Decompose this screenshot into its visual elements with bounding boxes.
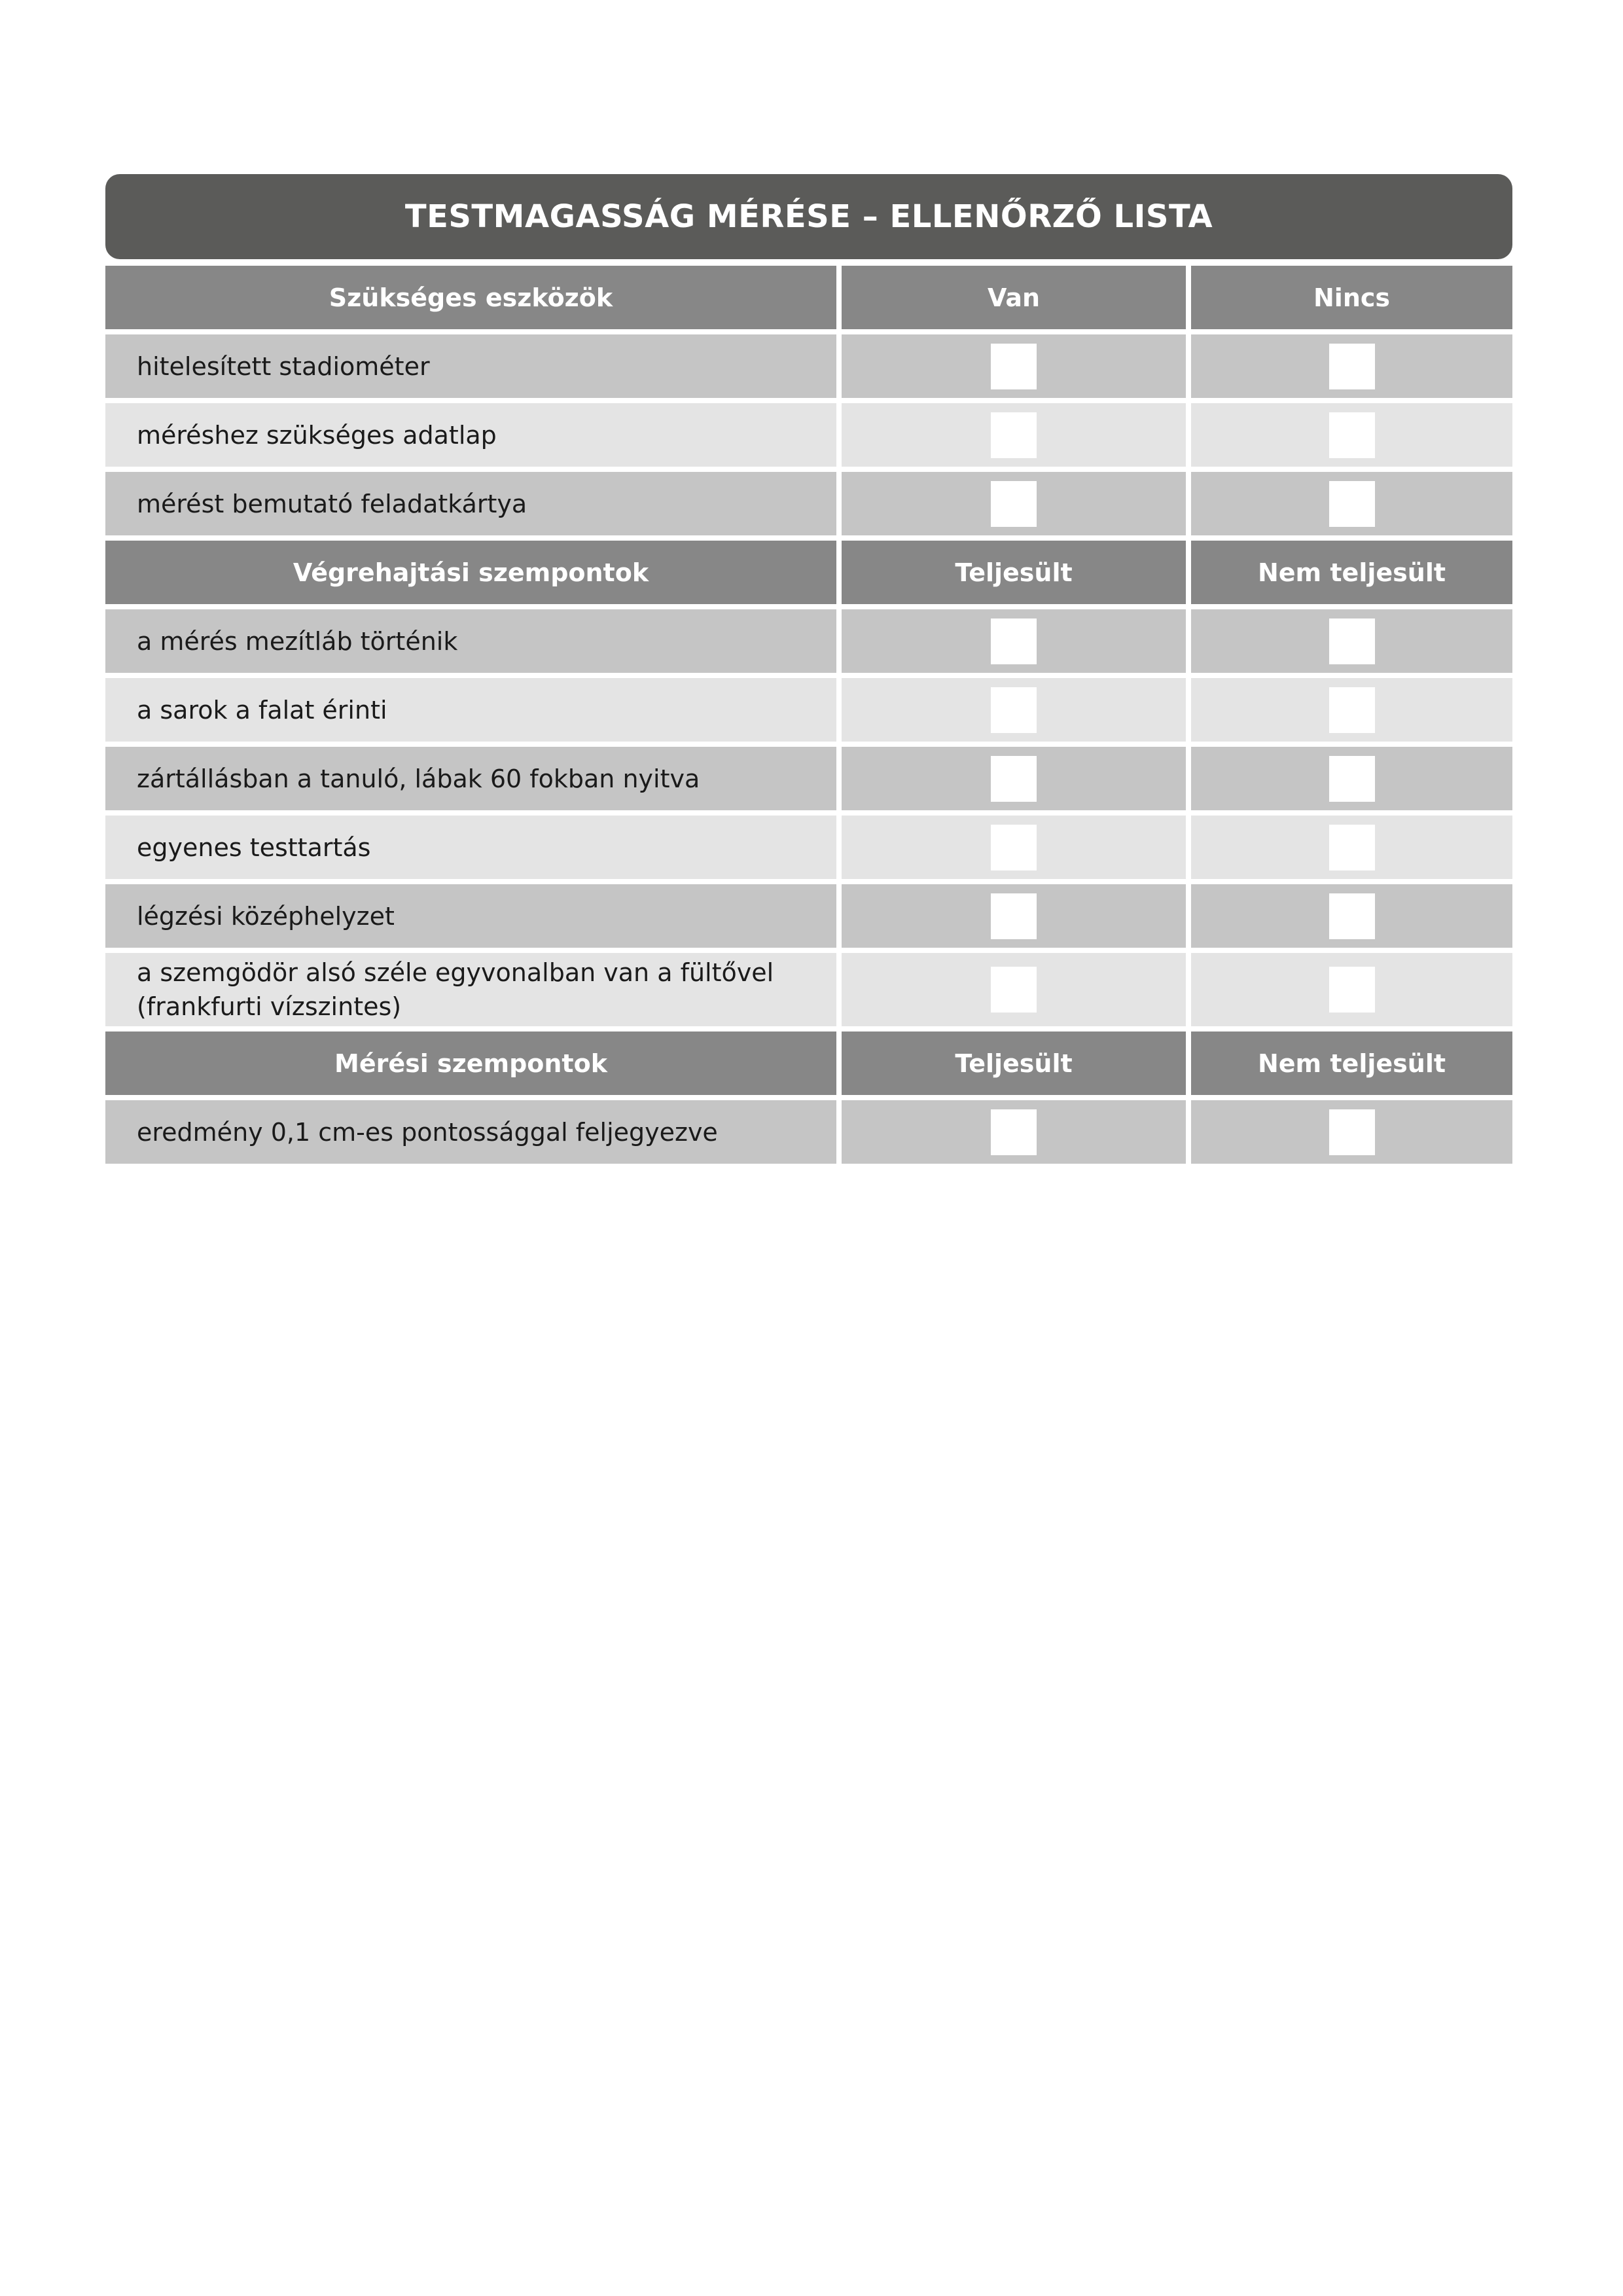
column-header: Nem teljesült [1191,1031,1512,1095]
checkbox-no[interactable] [1329,825,1375,870]
checkbox-cell-no [1191,334,1512,398]
checklist-item-label: méréshez szükséges adatlap [105,403,836,467]
checkbox-cell-no [1191,678,1512,742]
checkbox-yes[interactable] [991,893,1037,939]
checklist-sheet [105,174,1512,1164]
column-header: Teljesült [842,1031,1186,1095]
checkbox-yes[interactable] [991,1109,1037,1155]
checkbox-yes[interactable] [991,825,1037,870]
column-header: Teljesült [842,541,1186,604]
column-header: Nincs [1191,266,1512,329]
checkbox-yes[interactable] [991,344,1037,389]
checkbox-cell-yes [842,403,1186,467]
checkbox-cell-no [1191,1100,1512,1164]
checklist-item-label: légzési középhelyzet [105,884,836,948]
section-header: Végrehajtási szempontok [105,541,836,604]
checkbox-no[interactable] [1329,756,1375,802]
checkbox-cell-yes [842,678,1186,742]
checkbox-yes[interactable] [991,756,1037,802]
checkbox-cell-yes [842,953,1186,1026]
checklist-title: TESTMAGASSÁG MÉRÉSE – ELLENŐRZŐ LISTA [105,174,1512,259]
section-header: Mérési szempontok [105,1031,836,1095]
checkbox-no[interactable] [1329,344,1375,389]
checkbox-cell-yes [842,816,1186,879]
checkbox-no[interactable] [1329,619,1375,664]
checklist-item-label: mérést bemutató feladatkártya [105,472,836,535]
checkbox-cell-no [1191,403,1512,467]
section-header: Szükséges eszközök [105,266,836,329]
column-header: Nem teljesült [1191,541,1512,604]
checkbox-cell-no [1191,609,1512,673]
checkbox-cell-no [1191,884,1512,948]
checkbox-cell-yes [842,884,1186,948]
checkbox-yes[interactable] [991,687,1037,733]
checkbox-cell-no [1191,816,1512,879]
checkbox-cell-yes [842,747,1186,810]
checkbox-yes[interactable] [991,967,1037,1013]
checkbox-cell-yes [842,472,1186,535]
checkbox-yes[interactable] [991,619,1037,664]
checkbox-cell-yes [842,334,1186,398]
checkbox-cell-no [1191,953,1512,1026]
checklist-item-label: hitelesített stadiométer [105,334,836,398]
checkbox-cell-yes [842,1100,1186,1164]
checkbox-yes[interactable] [991,412,1037,458]
checklist-item-label: zártállásban a tanuló, lábak 60 fokban nyitva [105,747,836,810]
checklist-item-label: egyenes testtartás [105,816,836,879]
checklist-item-label: a sarok a falat érinti [105,678,836,742]
checklist-item-label: eredmény 0,1 cm-es pontossággal feljegyezve [105,1100,836,1164]
checklist-table [105,266,1512,1164]
checkbox-no[interactable] [1329,412,1375,458]
checklist-item-label: a mérés mezítláb történik [105,609,836,673]
checklist-item-label: a szemgödör alsó széle egyvonalban van a fültővel (frankfurti vízszintes) [105,953,836,1026]
checkbox-yes[interactable] [991,481,1037,527]
checkbox-no[interactable] [1329,1109,1375,1155]
checkbox-no[interactable] [1329,481,1375,527]
column-header: Van [842,266,1186,329]
checkbox-no[interactable] [1329,687,1375,733]
checkbox-cell-no [1191,472,1512,535]
checkbox-no[interactable] [1329,967,1375,1013]
checkbox-cell-no [1191,747,1512,810]
checkbox-cell-yes [842,609,1186,673]
checkbox-no[interactable] [1329,893,1375,939]
